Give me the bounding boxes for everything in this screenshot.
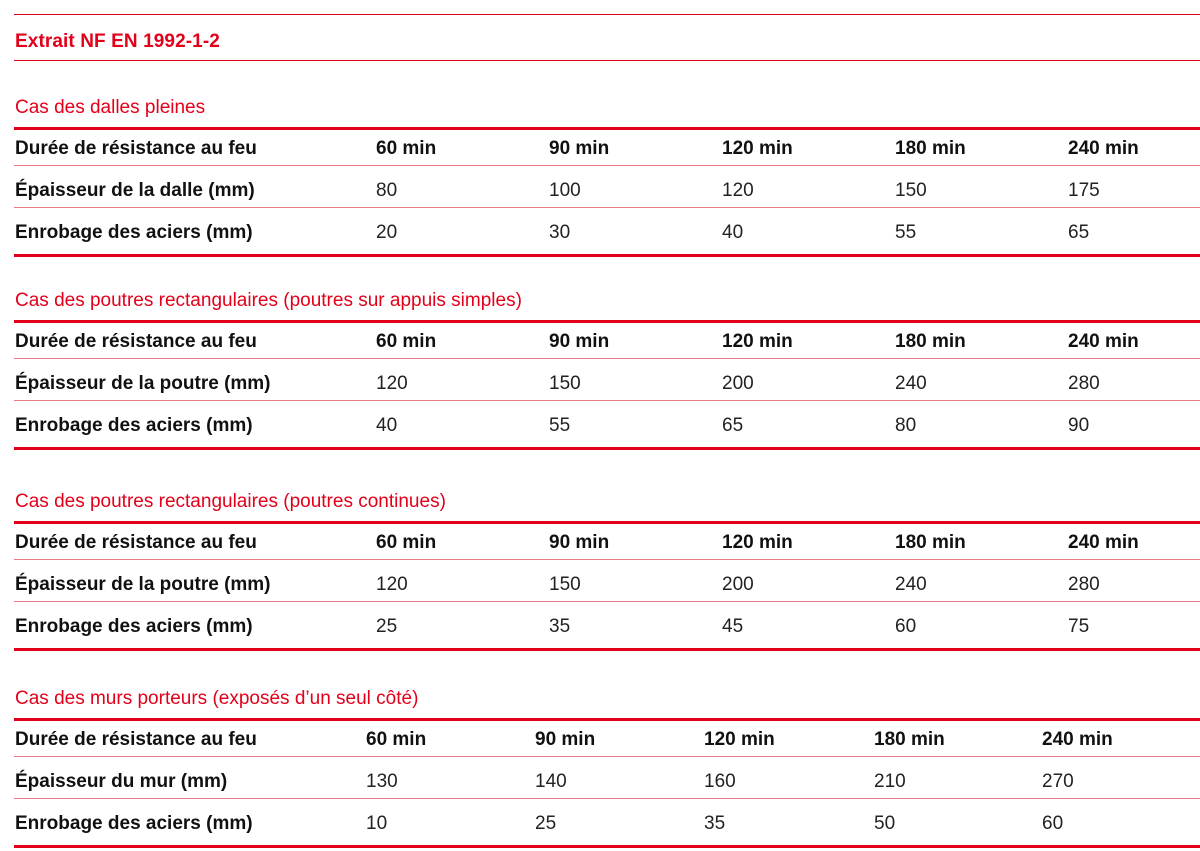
table-cell: 150 bbox=[549, 373, 581, 394]
table-cell: 40 bbox=[376, 415, 398, 436]
table-cell: 210 bbox=[874, 771, 906, 792]
table-cell: 150 bbox=[895, 180, 927, 201]
table-row bbox=[14, 768, 1200, 796]
table-cell: 30 bbox=[549, 222, 571, 243]
header-cell: 240 min bbox=[1068, 331, 1139, 352]
table-cell: 55 bbox=[549, 415, 571, 436]
header-label: Durée de résistance au feu bbox=[15, 729, 257, 750]
table-cell: 120 bbox=[376, 574, 408, 595]
table-cell: 200 bbox=[722, 574, 754, 595]
row-divider bbox=[14, 165, 1200, 166]
table-cell: 25 bbox=[535, 813, 557, 834]
header-cell: 240 min bbox=[1042, 729, 1113, 750]
table-cell: 10 bbox=[366, 813, 388, 834]
header-cell: 90 min bbox=[549, 138, 610, 159]
header-cell: 120 min bbox=[722, 331, 793, 352]
table-cell: 20 bbox=[376, 222, 398, 243]
section-bottom-rule bbox=[14, 845, 1200, 848]
section-top-rule bbox=[14, 718, 1200, 721]
header-cell: 180 min bbox=[895, 331, 966, 352]
header-cell: 60 min bbox=[376, 532, 437, 553]
table-cell: 55 bbox=[895, 222, 917, 243]
header-cell: 240 min bbox=[1068, 138, 1139, 159]
section-bottom-rule bbox=[14, 447, 1200, 450]
header-cell: 120 min bbox=[722, 138, 793, 159]
header-cell: 180 min bbox=[874, 729, 945, 750]
table-cell: 120 bbox=[722, 180, 754, 201]
table-header-row bbox=[14, 726, 1200, 754]
table-cell: 240 bbox=[895, 373, 927, 394]
table-row bbox=[14, 412, 1200, 440]
section-bottom-rule bbox=[14, 648, 1200, 651]
header-cell: 60 min bbox=[376, 331, 437, 352]
table-header-row bbox=[14, 529, 1200, 557]
table-cell: 90 bbox=[1068, 415, 1090, 436]
title-divider bbox=[14, 60, 1200, 61]
header-cell: 240 min bbox=[1068, 532, 1139, 553]
row-divider bbox=[14, 400, 1200, 401]
table-cell: 80 bbox=[376, 180, 398, 201]
top-divider bbox=[14, 14, 1200, 15]
row-label: Enrobage des aciers (mm) bbox=[15, 415, 253, 436]
table-cell: 35 bbox=[704, 813, 726, 834]
header-cell: 90 min bbox=[535, 729, 596, 750]
table-cell: 280 bbox=[1068, 574, 1100, 595]
table-row bbox=[14, 219, 1200, 247]
row-label: Enrobage des aciers (mm) bbox=[15, 813, 253, 834]
section-title: Cas des murs porteurs (exposés d’un seul côté) bbox=[15, 688, 419, 709]
document-page bbox=[14, 0, 1200, 851]
section-top-rule bbox=[14, 521, 1200, 524]
table-cell: 65 bbox=[1068, 222, 1090, 243]
table-cell: 175 bbox=[1068, 180, 1100, 201]
table-cell: 280 bbox=[1068, 373, 1100, 394]
header-cell: 60 min bbox=[366, 729, 427, 750]
row-label: Épaisseur du mur (mm) bbox=[15, 771, 228, 792]
table-cell: 130 bbox=[366, 771, 398, 792]
table-cell: 160 bbox=[704, 771, 736, 792]
header-label: Durée de résistance au feu bbox=[15, 532, 257, 553]
table-cell: 60 bbox=[895, 616, 917, 637]
row-divider bbox=[14, 798, 1200, 799]
row-divider bbox=[14, 559, 1200, 560]
table-header-row bbox=[14, 135, 1200, 163]
header-cell: 120 min bbox=[704, 729, 775, 750]
row-divider bbox=[14, 756, 1200, 757]
table-cell: 200 bbox=[722, 373, 754, 394]
table-cell: 100 bbox=[549, 180, 581, 201]
row-divider bbox=[14, 207, 1200, 208]
table-header-row bbox=[14, 328, 1200, 356]
header-cell: 180 min bbox=[895, 138, 966, 159]
section-top-rule bbox=[14, 127, 1200, 130]
table-cell: 45 bbox=[722, 616, 744, 637]
row-label: Épaisseur de la poutre (mm) bbox=[15, 373, 271, 394]
table-row bbox=[14, 177, 1200, 205]
table-row bbox=[14, 370, 1200, 398]
row-divider bbox=[14, 601, 1200, 602]
header-label: Durée de résistance au feu bbox=[15, 331, 257, 352]
table-cell: 50 bbox=[874, 813, 896, 834]
header-label: Durée de résistance au feu bbox=[15, 138, 257, 159]
table-row bbox=[14, 571, 1200, 599]
table-cell: 140 bbox=[535, 771, 567, 792]
table-cell: 65 bbox=[722, 415, 744, 436]
table-cell: 120 bbox=[376, 373, 408, 394]
section-title: Cas des poutres rectangulaires (poutres sur appuis simples) bbox=[15, 290, 522, 311]
table-cell: 80 bbox=[895, 415, 917, 436]
table-row bbox=[14, 613, 1200, 641]
table-cell: 60 bbox=[1042, 813, 1064, 834]
section-title: Cas des poutres rectangulaires (poutres continues) bbox=[15, 491, 446, 512]
row-label: Épaisseur de la poutre (mm) bbox=[15, 574, 271, 595]
section-top-rule bbox=[14, 320, 1200, 323]
row-label: Épaisseur de la dalle (mm) bbox=[15, 180, 255, 201]
header-cell: 120 min bbox=[722, 532, 793, 553]
table-cell: 150 bbox=[549, 574, 581, 595]
table-cell: 270 bbox=[1042, 771, 1074, 792]
row-label: Enrobage des aciers (mm) bbox=[15, 222, 253, 243]
table-cell: 25 bbox=[376, 616, 398, 637]
header-cell: 60 min bbox=[376, 138, 437, 159]
document-title: Extrait NF EN 1992-1-2 bbox=[15, 31, 220, 52]
header-cell: 90 min bbox=[549, 331, 610, 352]
table-cell: 40 bbox=[722, 222, 744, 243]
header-cell: 180 min bbox=[895, 532, 966, 553]
table-cell: 35 bbox=[549, 616, 571, 637]
table-cell: 75 bbox=[1068, 616, 1090, 637]
section-title: Cas des dalles pleines bbox=[15, 97, 206, 118]
row-label: Enrobage des aciers (mm) bbox=[15, 616, 253, 637]
table-cell: 240 bbox=[895, 574, 927, 595]
row-divider bbox=[14, 358, 1200, 359]
table-row bbox=[14, 810, 1200, 838]
header-cell: 90 min bbox=[549, 532, 610, 553]
section-bottom-rule bbox=[14, 254, 1200, 257]
